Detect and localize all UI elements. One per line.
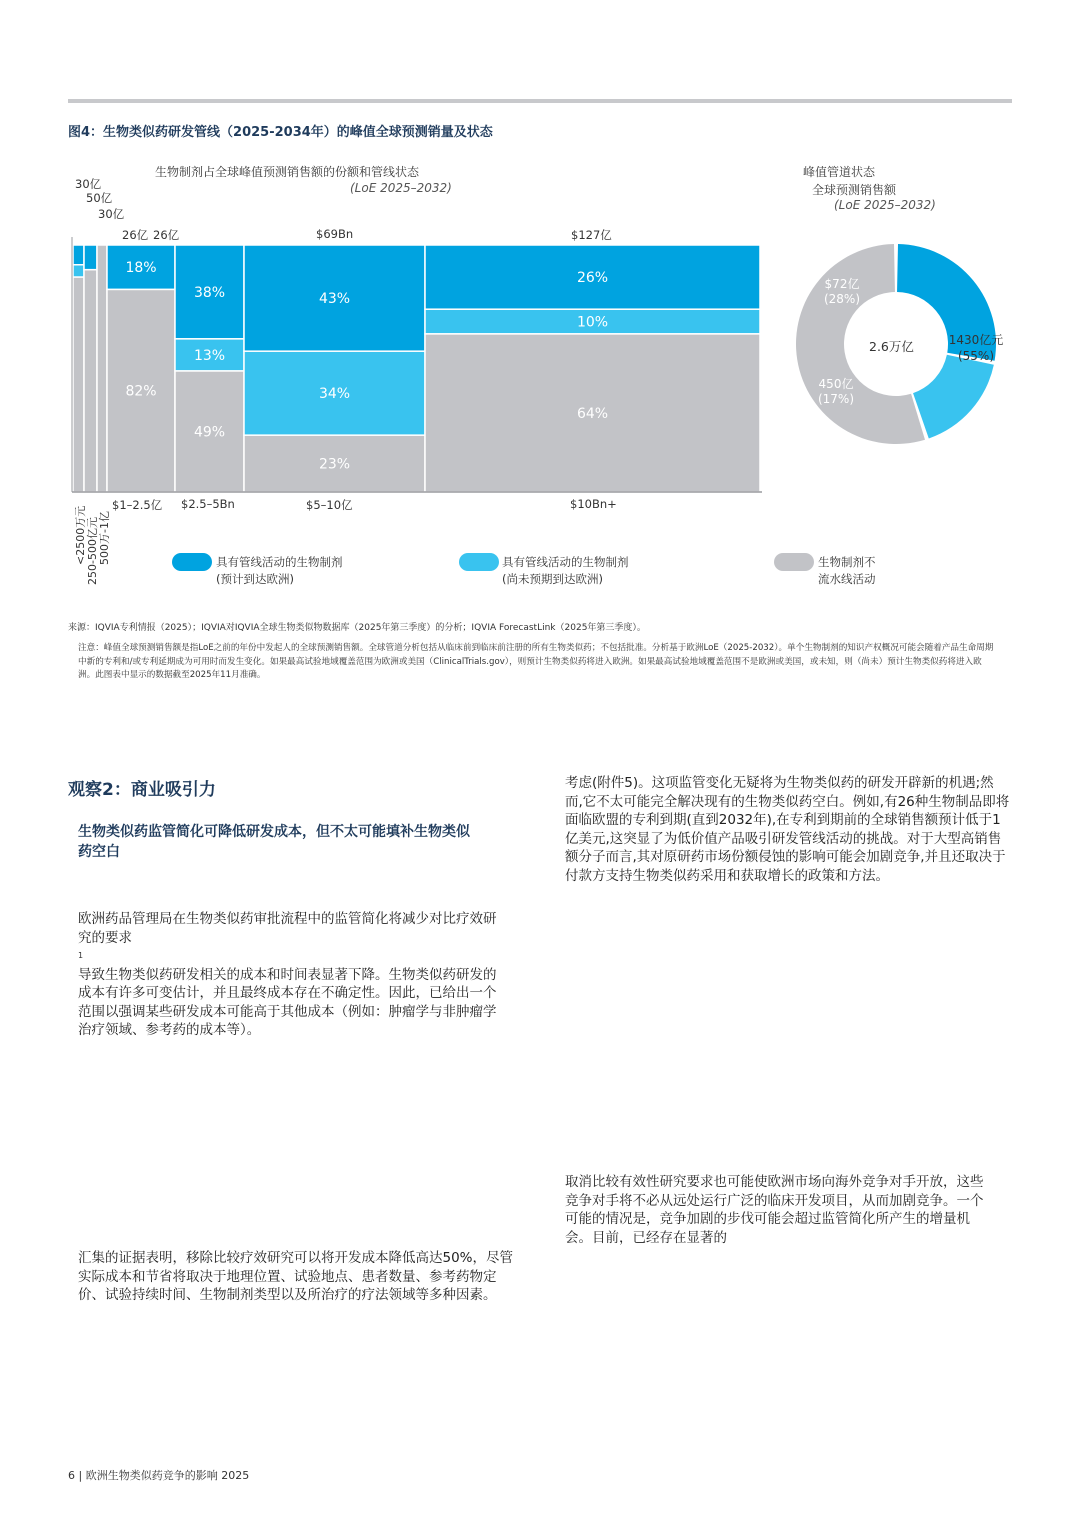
left-chart-title: 生物制剂占全球峰值预测销售额的份额和管线状态 (155, 165, 420, 179)
bar-segment-tiny-1-2 (84, 270, 97, 492)
page-footer: 6 | 欧洲生物类似药竞争的影响 2025 (68, 1469, 250, 1482)
bar-segment-tiny-0-1 (73, 265, 84, 277)
bar-segment-tiny-0-0 (73, 245, 84, 265)
figure-title: 图4：生物类似药研发管线（2025-2034年）的峰值全球预测销量及状态 (68, 125, 493, 140)
section-heading: 观察2：商业吸引力 (68, 780, 216, 800)
legend-item-2-line1: 生物制剂不 (818, 555, 876, 569)
x-label-5: $5–10亿 (306, 498, 353, 512)
top-label-4: 26亿 (153, 228, 180, 242)
donut-label-2 (946, 332, 1006, 364)
legend-item-1-line1: 具有管线活动的生物制剂 (502, 555, 629, 569)
donut-label-0-pct: (28%) (823, 292, 861, 306)
figure-note: 注意：峰值全球预测销售额是指LoE之前的年份中发起人的全球预测销售额。全球管道分析包括从临床前到临床前注册的所有生物类似药；不包括批准。分析基于欧洲LoE（2025-2032）。单个生物制剂的知识产权概况可能会随着产品生命周期中新的专利和/或专利延期成为可用时而发生变化。如果最高试验地域覆盖范围为欧洲或美国（ClinicalTrials.gov），则预计生物类似药将进入欧洲。如果最高试验地域覆盖范围不是欧洲或美国，或未知，则（尚未）预计生物类似药将进入欧洲。此图表中显示的数据截至2025年11月准确。 (78, 643, 994, 680)
top-label-3: 26亿 (122, 228, 149, 242)
left-paragraph-2: 汇集的证据表明，移除比较疗效研究可以将开发成本降低高达50%，尽管实际成本和节省将取决于地理位置、试验地点、患者数量、参考药物定价、试验持续时间、生物制剂类型以及所治疗的疗法领域等多种因素。 (78, 1250, 514, 1303)
legend-swatch-1 (459, 553, 499, 571)
donut-label-2-value: 1430亿元 (948, 333, 1004, 347)
bar-segment-tiny-0-2 (73, 277, 84, 492)
legend-item-1-line2: (尚未预期到达欧洲) (502, 572, 603, 586)
x-label-6: $10Bn+ (570, 497, 617, 511)
figure-source: 来源：IQVIA专利情报（2025）；IQVIA对IQVIA全球生物类似物数据库（2025年第三季度）的分析；IQVIA ForecastLink（2025年第三季度）。 (68, 623, 646, 633)
footnote-ref: 1 (78, 951, 84, 960)
bar-label-3-2: 82% (125, 383, 157, 400)
donut-label-0 (822, 277, 862, 307)
x-label-0: <2500万元 (74, 505, 87, 565)
bar-label-3-0: 18% (125, 260, 157, 277)
top-label-2: 30亿 (98, 207, 125, 221)
top-label-5: $69Bn (316, 227, 354, 241)
legend-item-0 (216, 554, 343, 588)
donut-center-label: 2.6万亿 (869, 339, 914, 354)
donut-label-1-pct: (17%) (817, 392, 855, 406)
bar-segment-tiny-1-0 (84, 245, 97, 270)
bar-label-6-1: 10% (576, 314, 609, 331)
bar-label-5-1: 34% (318, 386, 351, 403)
donut-label-0-value: $72亿 (824, 277, 860, 291)
legend-item-0-line2: (预计到达欧洲) (216, 572, 294, 586)
bar-label-4-2: 49% (193, 424, 226, 441)
legend-swatch-0 (172, 553, 212, 571)
bar-label-5-0: 43% (318, 291, 351, 308)
right-chart-title-2: 全球预测销售额 (812, 183, 897, 197)
donut-label-1-value: 450亿 (818, 377, 854, 391)
bar-label-6-2: 64% (576, 405, 609, 422)
bar-label-4-0: 38% (193, 284, 226, 301)
right-chart-subtitle: (LoE 2025–2032) (834, 198, 936, 212)
bar-label-5-2: 23% (318, 456, 351, 473)
x-label-3: $1–2.5亿 (112, 498, 163, 512)
top-label-1: 50亿 (86, 191, 113, 205)
left-paragraph-1 (78, 910, 503, 1040)
right-paragraph-2: 取消比较有效性研究要求也可能使欧洲市场向海外竞争对手开放，这些竞争对手将不必从远处运行广泛的临床开发项目，从而加剧竞争。一个可能的情况是，竞争加剧的步伐可能会超过监管简化所产生的增量机会。目前，已经存在显著的 (565, 1174, 984, 1246)
top-label-0: 30亿 (75, 177, 102, 191)
right-paragraph-1: 考虑(附件5)。这项监管变化无疑将为生物类似药的研发开辟新的机遇;然而,它不太可能完全解决现有的生物类似药空白。例如,有26种生物制品即将面临欧盟的专利到期(直到2032年),在专利到期前的全球销售额预计低于1亿美元,这突显了为低价值产品吸引研发管线活动的挑战。对于大型高销售额分子而言,其对原研药市场份额侵蚀的影响可能会加剧竞争,并且还取决于付款方支持生物类似药采用和获取增长的政策和方法。 (565, 775, 1010, 884)
legend-item-1 (502, 554, 629, 588)
section-subheading: 生物类似药监管简化可降低研发成本，但不太可能填补生物类似药空白 (78, 824, 470, 860)
left-paragraph-1b: 导致生物类似药研发相关的成本和时间表显著下降。生物类似药研发的成本有许多可变估计，并且最终成本存在不确定性。因此，已给出一个范围以强调某些研发成本可能高于其他成本（例如：肿瘤学与非肿瘤学治疗领域、参考药的成本等）。 (78, 966, 497, 1038)
left-chart-subtitle: (LoE 2025–2032) (350, 181, 452, 195)
x-label-2: 500万-1亿 (98, 511, 111, 565)
x-label-4: $2.5–5Bn (181, 497, 235, 511)
bar-segment-tiny-2-2 (97, 245, 107, 492)
legend-item-2-line2: 流水线活动 (818, 572, 876, 586)
left-paragraph-1a: 欧洲药品管理局在生物类似药审批流程中的监管简化将减少对比疗效研究的要求 (78, 911, 497, 946)
donut-label-2-pct: (55%) (957, 349, 995, 363)
x-label-1: 250-500亿元 (86, 517, 99, 585)
right-chart-title-1: 峰值管道状态 (803, 165, 876, 179)
donut-slice-1 (913, 355, 994, 439)
legend-swatch-2 (774, 553, 814, 571)
legend-item-0-line1: 具有管线活动的生物制剂 (216, 555, 343, 569)
legend-item-2 (818, 554, 876, 588)
bar-label-4-1: 13% (193, 347, 226, 364)
donut-label-1 (814, 377, 858, 407)
bar-label-6-0: 26% (576, 270, 609, 287)
top-label-6: $127亿 (571, 228, 612, 242)
